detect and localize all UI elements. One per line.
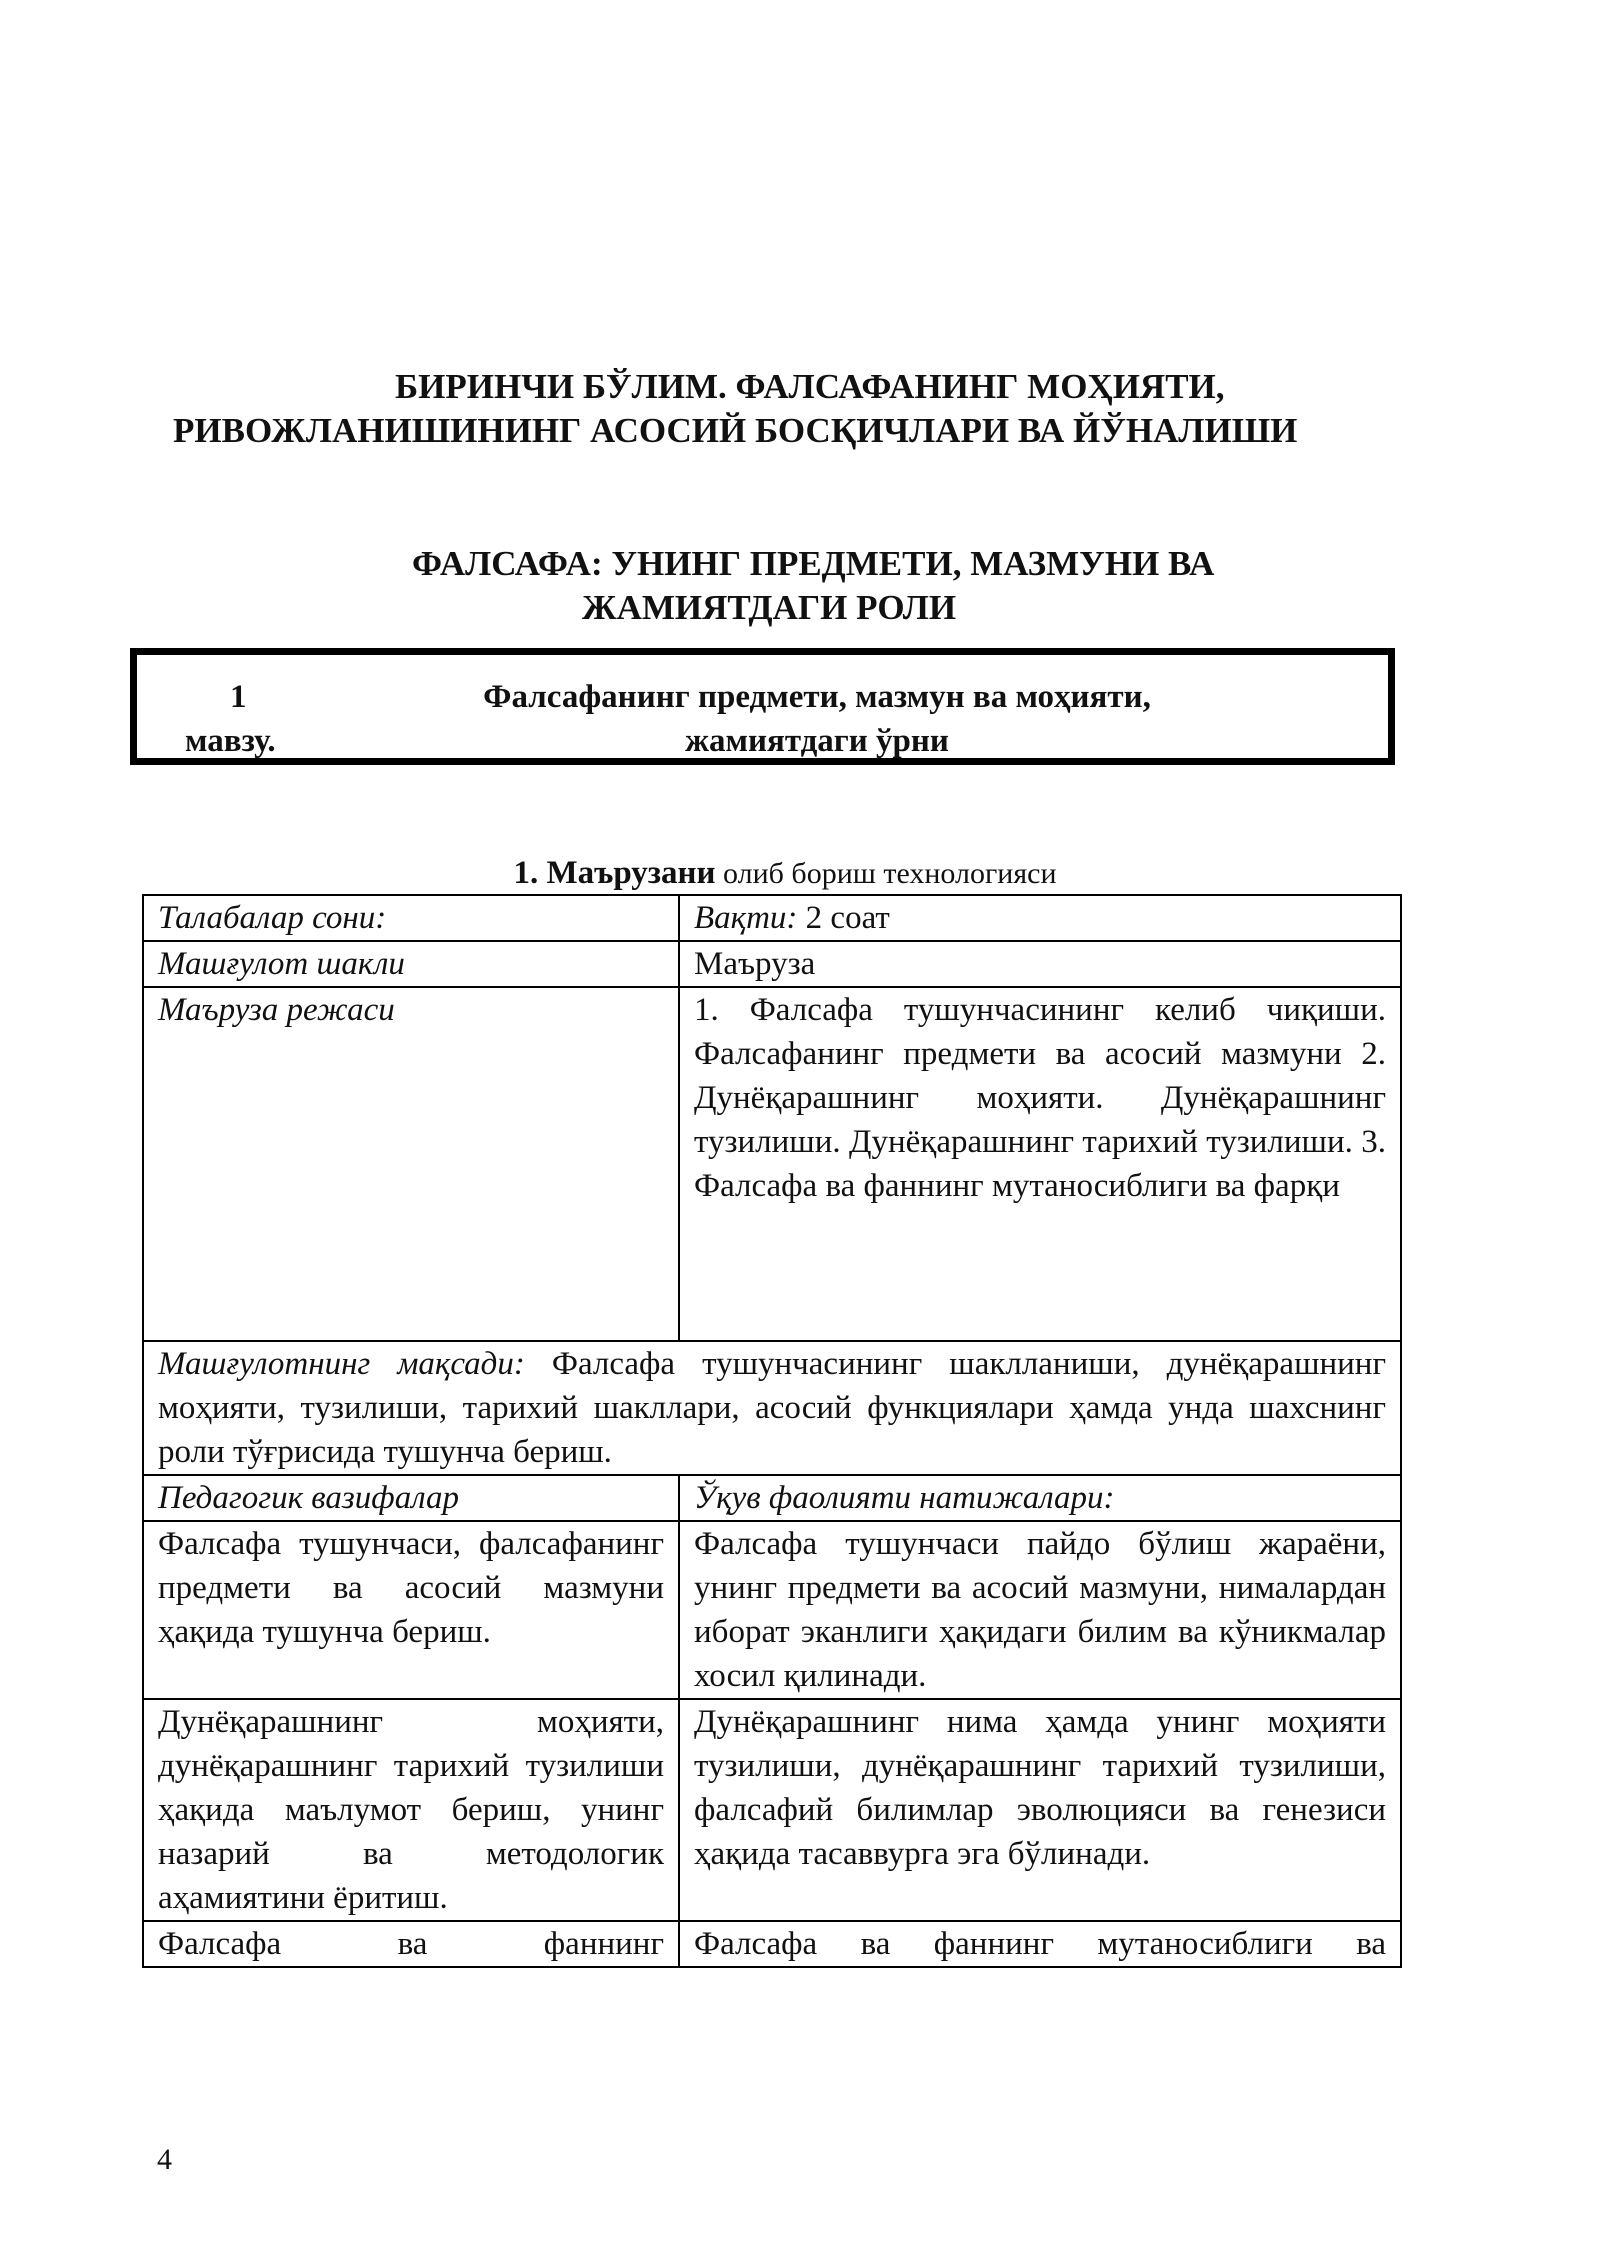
table-row <box>143 1521 1401 1699</box>
table-row <box>143 1921 1401 1967</box>
topic-box <box>130 648 1395 765</box>
lecture-plan-content: 1. Фалсафа тушунчасининг келиб чиқиши. Фалсафанинг предмети ва асосий мазмуни 2. Дунёқарашнинг моҳияти. Дунёқарашнинг тузилиши. Дунёқарашнинг тарихий тузилиши. 3. Фалсафа ва фаннинг мутаносиблиги ва фарқи <box>679 987 1401 1341</box>
part-title-line-1: БИРИНЧИ БЎЛИМ. ФАЛСАФАНИНГ МОҲИЯТИ, <box>395 367 1225 406</box>
table-row <box>143 1475 1401 1521</box>
table-row <box>143 941 1401 987</box>
session-goal-label: Машғулотнинг мақсади: <box>158 1346 525 1382</box>
part-title-line-2: РИВОЖЛАНИШИНИНГ АСОСИЙ БОСҚИЧЛАРИ ВА ЙЎНАЛИШИ <box>173 411 1298 450</box>
chapter-title <box>170 542 1410 630</box>
session-form-value: Маъруза <box>679 941 1401 987</box>
pedagogical-tasks-header: Педагогик вазифалар <box>143 1475 679 1521</box>
topic-label: мавзу. <box>185 723 276 759</box>
topic-title <box>457 675 1177 763</box>
session-goal-text: Фалсафа тушунчасининг шаклланиши, дунёқарашнинг моҳияти, тузилиши, тарихий шакллари, асосий функциялари ҳамда унда шахснинг роли тўғрисида тушунча бериш. <box>158 1346 1386 1470</box>
duration-label: Вақти: <box>694 900 798 936</box>
learning-outcome-3: Фалсафа ва фаннинг мутаносиблиги ва <box>679 1921 1401 1967</box>
topic-title-line-1: Фалсафанинг предмети, мазмун ва моҳияти, <box>483 679 1151 715</box>
lecture-plan-label: Маъруза режаси <box>143 987 679 1341</box>
students-count-label: Талабалар сони: <box>143 895 679 941</box>
table-row <box>143 1341 1401 1475</box>
topic-number-block <box>185 675 315 763</box>
table-row <box>143 895 1401 941</box>
chapter-title-line-1: ФАЛСАФА: УНИНГ ПРЕДМЕТИ, МАЗМУНИ ВА <box>412 544 1215 583</box>
learning-outcomes-header: Ўқув фаолияти натижалари: <box>679 1475 1401 1521</box>
duration-value: 2 соат <box>797 900 890 936</box>
topic-number: 1 <box>230 679 247 715</box>
chapter-title-line-2: ЖАМИЯТДАГИ РОЛИ <box>582 588 957 627</box>
part-title <box>170 365 1410 453</box>
session-form-label: Машғулот шакли <box>143 941 679 987</box>
table-row <box>143 1699 1401 1921</box>
session-goal-cell <box>143 1341 1401 1475</box>
learning-outcome-1: Фалсафа тушунчаси пайдо бўлиш жараёни, унинг предмети ва асосий мазмуни, нималардан иборат эканлиги ҳақидаги билим ва кўникмалар хосил қилинади. <box>679 1521 1401 1699</box>
table-row <box>143 987 1401 1341</box>
lecture-table <box>142 894 1402 1968</box>
page-number: 4 <box>157 2143 172 2176</box>
learning-outcome-2: Дунёқарашнинг нима ҳамда унинг моҳияти тузилиши, дунёқарашнинг тарихий тузилиши, фалсафий билимлар эволюцияси ва генезиси ҳақида тасаввурга эга бўлинади. <box>679 1699 1401 1921</box>
duration-cell <box>679 895 1401 941</box>
pedagogical-task-1: Фалсафа тушунчаси, фалсафанинг предмети ва асосий мазмуни ҳақида тушунча бериш. <box>143 1521 679 1699</box>
topic-title-line-2: жамиятдаги ўрни <box>685 723 949 759</box>
lecture-heading-rest: олиб бориш технологияси <box>715 857 1057 890</box>
pedagogical-task-2: Дунёқарашнинг моҳияти, дунёқарашнинг тарихий тузилиши ҳақида маълумот бериш, унинг назарий ва методологик аҳамиятини ёритиш. <box>143 1699 679 1921</box>
pedagogical-task-3: Фалсафа ва фаннинг <box>143 1921 679 1967</box>
lecture-heading <box>140 853 1400 894</box>
lecture-heading-bold: 1. Маърузани <box>513 855 716 891</box>
